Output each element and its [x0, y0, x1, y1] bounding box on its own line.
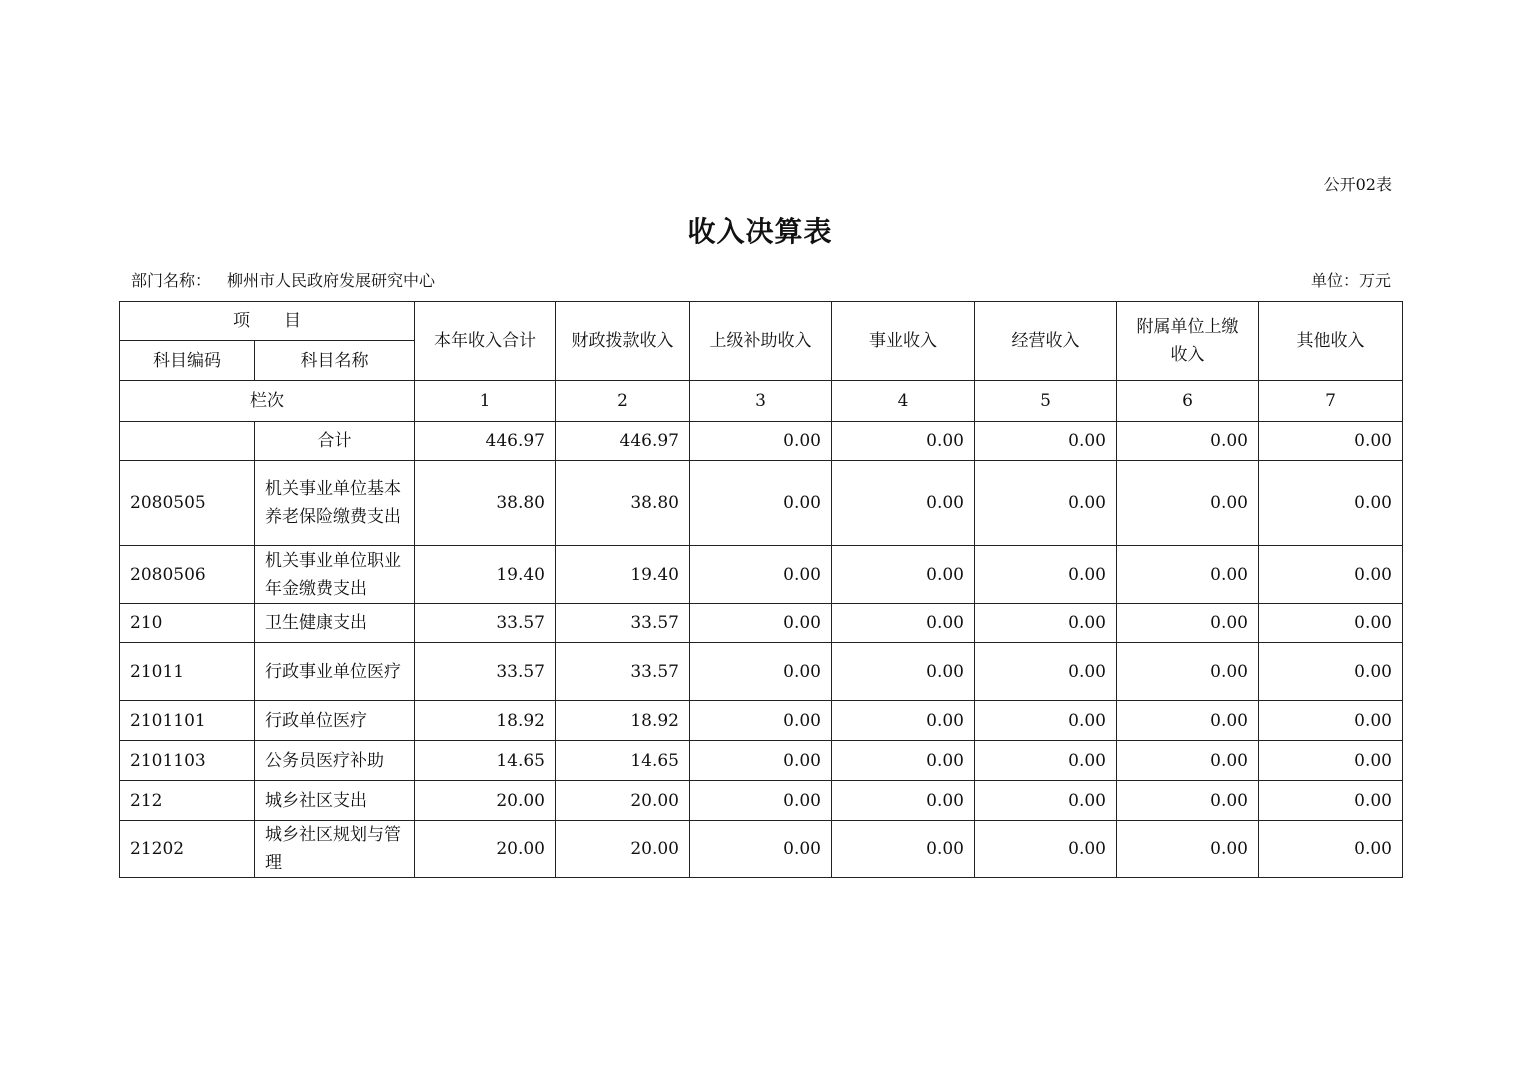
seq-cell: 2 [556, 381, 690, 422]
row-value: 0.00 [975, 643, 1117, 701]
row-value: 0.00 [1117, 643, 1259, 701]
header-col2: 财政拨款收入 [556, 302, 690, 381]
header-col3: 上级补助收入 [690, 302, 832, 381]
table-row [120, 546, 1403, 604]
row-code: 2080505 [120, 461, 255, 546]
total-value: 446.97 [556, 422, 690, 461]
row-value: 0.00 [1117, 604, 1259, 643]
row-code: 212 [120, 781, 255, 821]
form-number: 公开02表 [1323, 175, 1392, 194]
row-value: 20.00 [415, 821, 556, 878]
row-code: 2101101 [120, 701, 255, 741]
department-name: 柳州市人民政府发展研究中心 [227, 271, 436, 290]
total-value: 0.00 [832, 422, 975, 461]
row-value: 0.00 [690, 781, 832, 821]
header-seq-label: 栏次 [120, 381, 415, 422]
table-body [120, 422, 1403, 878]
seq-cell: 6 [1117, 381, 1259, 422]
header-col7: 其他收入 [1259, 302, 1403, 381]
row-name: 卫生健康支出 [255, 604, 415, 643]
row-value: 0.00 [1117, 461, 1259, 546]
total-value: 0.00 [975, 422, 1117, 461]
table-row [120, 701, 1403, 741]
row-value: 14.65 [556, 741, 690, 781]
total-value: 0.00 [1117, 422, 1259, 461]
row-value: 0.00 [1259, 821, 1403, 878]
table-row [120, 781, 1403, 821]
department-label: 部门名称： [131, 271, 212, 290]
row-value: 0.00 [975, 821, 1117, 878]
income-table [119, 301, 1403, 878]
row-value: 0.00 [690, 741, 832, 781]
row-value: 0.00 [1259, 604, 1403, 643]
table-row [120, 461, 1403, 546]
row-value: 33.57 [556, 643, 690, 701]
total-value: 0.00 [1259, 422, 1403, 461]
header-item: 项 目 [120, 302, 415, 341]
table-row [120, 741, 1403, 781]
table-row [120, 643, 1403, 701]
total-label: 合计 [255, 422, 415, 461]
page-title: 收入决算表 [687, 215, 833, 248]
seq-cell: 7 [1259, 381, 1403, 422]
row-value: 0.00 [832, 643, 975, 701]
row-name: 城乡社区规划与管理 [255, 821, 415, 878]
row-code: 2080506 [120, 546, 255, 604]
row-value: 19.40 [415, 546, 556, 604]
header-col5: 经营收入 [975, 302, 1117, 381]
row-value: 19.40 [556, 546, 690, 604]
row-value: 0.00 [832, 546, 975, 604]
row-name: 公务员医疗补助 [255, 741, 415, 781]
row-value: 0.00 [832, 821, 975, 878]
row-value: 0.00 [975, 781, 1117, 821]
row-name: 行政单位医疗 [255, 701, 415, 741]
row-value: 18.92 [556, 701, 690, 741]
seq-cell: 4 [832, 381, 975, 422]
row-value: 33.57 [415, 604, 556, 643]
seq-cell: 5 [975, 381, 1117, 422]
row-value: 38.80 [415, 461, 556, 546]
row-value: 33.57 [556, 604, 690, 643]
row-code: 21011 [120, 643, 255, 701]
row-value: 0.00 [832, 461, 975, 546]
row-value: 0.00 [1117, 701, 1259, 741]
total-value: 446.97 [415, 422, 556, 461]
seq-cell: 1 [415, 381, 556, 422]
header-col1: 本年收入合计 [415, 302, 556, 381]
row-value: 0.00 [832, 781, 975, 821]
row-name: 城乡社区支出 [255, 781, 415, 821]
header-code: 科目编码 [120, 341, 255, 381]
row-value: 0.00 [690, 461, 832, 546]
row-value: 0.00 [1259, 781, 1403, 821]
row-value: 20.00 [556, 781, 690, 821]
row-value: 0.00 [1117, 546, 1259, 604]
row-value: 0.00 [1259, 701, 1403, 741]
row-value: 33.57 [415, 643, 556, 701]
row-value: 0.00 [1259, 546, 1403, 604]
row-value: 0.00 [832, 741, 975, 781]
row-code: 210 [120, 604, 255, 643]
row-name: 行政事业单位医疗 [255, 643, 415, 701]
header-col6: 附属单位上缴收入 [1117, 302, 1259, 381]
row-code: 21202 [120, 821, 255, 878]
row-value: 0.00 [690, 604, 832, 643]
row-value: 0.00 [832, 604, 975, 643]
row-value: 0.00 [1117, 741, 1259, 781]
row-name: 机关事业单位基本养老保险缴费支出 [255, 461, 415, 546]
row-value: 0.00 [1117, 781, 1259, 821]
row-value: 0.00 [975, 461, 1117, 546]
row-value: 0.00 [975, 546, 1117, 604]
row-code: 2101103 [120, 741, 255, 781]
row-value: 38.80 [556, 461, 690, 546]
row-value: 18.92 [415, 701, 556, 741]
total-value: 0.00 [690, 422, 832, 461]
row-value: 0.00 [1259, 461, 1403, 546]
row-value: 0.00 [975, 701, 1117, 741]
department-info [131, 268, 435, 291]
header-col4: 事业收入 [832, 302, 975, 381]
row-value: 0.00 [1259, 741, 1403, 781]
row-value: 20.00 [415, 781, 556, 821]
unit-label: 单位：万元 [1310, 271, 1391, 290]
row-value: 0.00 [690, 546, 832, 604]
row-value: 0.00 [690, 821, 832, 878]
table-header [120, 302, 1403, 422]
row-name: 机关事业单位职业年金缴费支出 [255, 546, 415, 604]
total-row [120, 422, 1403, 461]
total-code-cell [120, 422, 255, 461]
row-value: 0.00 [1259, 643, 1403, 701]
row-value: 14.65 [415, 741, 556, 781]
seq-cell: 3 [690, 381, 832, 422]
row-value: 20.00 [556, 821, 690, 878]
header-name: 科目名称 [255, 341, 415, 381]
row-value: 0.00 [690, 643, 832, 701]
row-value: 0.00 [690, 701, 832, 741]
row-value: 0.00 [975, 604, 1117, 643]
table-row [120, 604, 1403, 643]
table-row [120, 821, 1403, 878]
row-value: 0.00 [832, 701, 975, 741]
row-value: 0.00 [975, 741, 1117, 781]
row-value: 0.00 [1117, 821, 1259, 878]
